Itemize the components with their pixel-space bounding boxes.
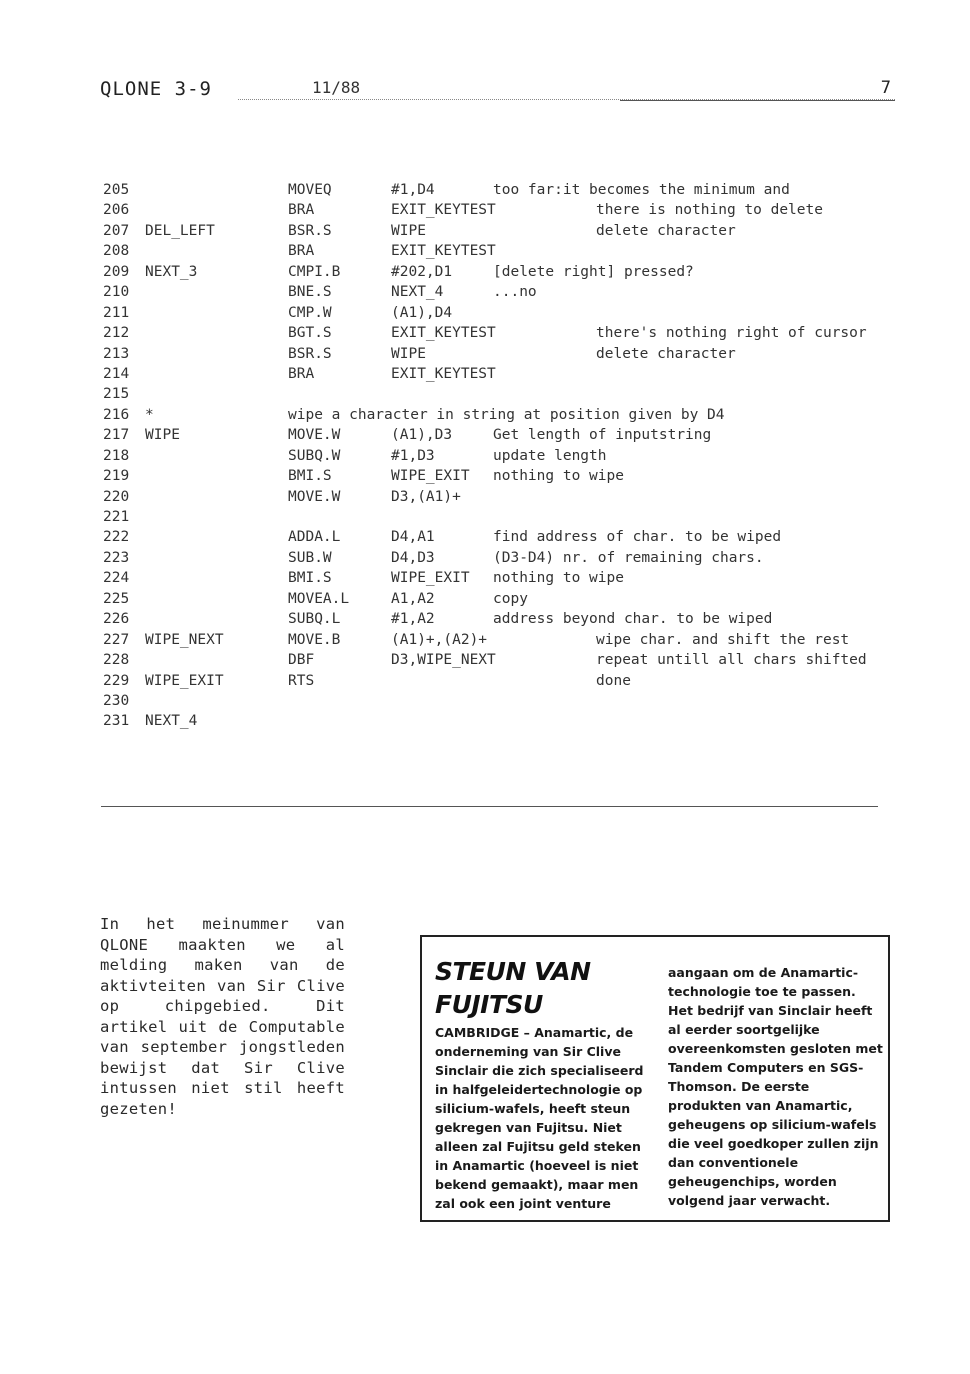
listing-row [103, 671, 923, 691]
listing-row [103, 200, 923, 220]
clipping-dateline: CAMBRIDGE – [435, 1025, 530, 1040]
line-label: WIPE_EXIT [145, 672, 224, 689]
clipping-headline: STEUN VAN FUJITSU [435, 957, 591, 1019]
line-opcode: BMI.S [288, 570, 332, 587]
line-operand: WIPE [391, 222, 426, 239]
intro-paragraph: In het meinummer van QLONE maakten we al melding maken van de aktivteiten van Sir Clive op chipgebied. Dit artikel uit de Computable van september jongstleden bewijst dat Sir Clive intussen niet stil heeft gezeten! [100, 915, 345, 1118]
listing-row [103, 241, 923, 261]
line-comment: copy [493, 590, 528, 607]
line-operand: D4,A1 [391, 529, 435, 546]
listing-row [103, 487, 923, 507]
line-number: 221 [103, 509, 130, 525]
clipping-column-2: aangaan om de Anamartic-technologie toe te passen. Het bedrijf van Sinclair heeft al eerder soortgelijke overeenkomsten gesloten met Tandem Computers en SGS-Thomson. De eerste produkten van Anamartic, geheugens op silicium-wafels die veel goedkoper zullen zijn dan conventionele geheugenchips, worden volgend jaar verwacht. [668, 965, 883, 1208]
line-number: 222 [103, 529, 130, 546]
line-comment: Get length of inputstring [493, 427, 712, 444]
line-comment: done [596, 672, 631, 689]
line-opcode: SUBQ.L [288, 611, 341, 628]
line-number: 207 [103, 222, 130, 239]
line-comment: find address of char. to be wiped [493, 529, 782, 546]
line-operand: #202,D1 [391, 263, 453, 280]
line-operand: EXIT_KEYTEST [391, 365, 496, 382]
line-number: 218 [103, 447, 130, 464]
line-opcode: MOVE.W [288, 427, 341, 444]
line-number: 227 [103, 631, 130, 648]
line-comment: delete character [596, 345, 736, 362]
line-opcode: BRA [288, 202, 315, 219]
line-operand: WIPE_EXIT [391, 570, 470, 587]
line-opcode: MOVE.W [288, 488, 341, 505]
line-label: DEL_LEFT [145, 222, 215, 239]
listing-row [103, 180, 923, 200]
line-label: NEXT_4 [145, 713, 198, 730]
listing-row [103, 364, 923, 384]
line-operand: (A1),D3 [391, 427, 453, 444]
line-opcode: MOVEA.L [288, 590, 350, 607]
line-opcode: BSR.S [288, 345, 332, 362]
line-comment: wipe char. and shift the rest [596, 631, 850, 648]
line-number: 230 [103, 692, 130, 709]
line-opcode: DBF [288, 652, 315, 669]
listing-row [103, 650, 923, 670]
line-number: 210 [103, 284, 130, 301]
line-operand: WIPE_EXIT [391, 468, 470, 485]
listing-row [103, 711, 923, 731]
line-opcode: RTS [288, 672, 315, 689]
line-operand: #1,D4 [391, 182, 435, 198]
line-number: 220 [103, 488, 130, 505]
line-number: 224 [103, 570, 130, 587]
listing-row [103, 609, 923, 629]
line-comment: there's nothing right of cursor [596, 325, 867, 342]
line-opcode: ADDA.L [288, 529, 341, 546]
line-opcode: MOVEQ [288, 182, 332, 198]
section-divider [101, 806, 878, 807]
line-opcode: BMI.S [288, 468, 332, 485]
header-rule [620, 100, 895, 101]
line-number: 212 [103, 325, 130, 342]
line-opcode: SUBQ.W [288, 447, 341, 464]
line-number: 208 [103, 243, 130, 260]
listing-row [103, 466, 923, 486]
line-number: 229 [103, 672, 130, 689]
line-opcode: BSR.S [288, 222, 332, 239]
line-comment: nothing to wipe [493, 468, 624, 485]
line-label: * [145, 406, 154, 423]
line-number: 209 [103, 263, 130, 280]
line-number: 225 [103, 590, 130, 607]
page-header [100, 78, 895, 102]
magazine-title: QLONE 3-9 [100, 78, 212, 100]
line-number: 205 [103, 182, 130, 198]
line-operand: #1,A2 [391, 611, 435, 628]
line-opcode: BGT.S [288, 325, 332, 342]
line-comment: nothing to wipe [493, 570, 624, 587]
line-comment: delete character [596, 222, 736, 239]
line-number: 223 [103, 549, 130, 566]
line-operand: D4,D3 [391, 549, 435, 566]
listing-row [103, 282, 923, 302]
line-number: 231 [103, 713, 130, 730]
listing-row [103, 303, 923, 323]
line-opcode: CMP.W [288, 304, 332, 321]
line-label: WIPE_NEXT [145, 631, 224, 648]
listing-row [103, 425, 923, 445]
listing-row [103, 384, 923, 404]
line-label: WIPE [145, 427, 180, 444]
line-number: 228 [103, 652, 130, 669]
line-opcode: MOVE.B [288, 631, 341, 648]
listing-row [103, 691, 923, 711]
listing-row [103, 405, 923, 425]
line-number: 213 [103, 345, 130, 362]
line-comment: address beyond char. to be wiped [493, 611, 773, 628]
line-comment: ...no [493, 284, 537, 301]
line-comment: there is nothing to delete [596, 202, 823, 219]
line-operand: A1,A2 [391, 590, 435, 607]
line-opcode: BNE.S [288, 284, 332, 301]
line-comment: (D3-D4) nr. of remaining chars. [493, 549, 764, 566]
listing-row [103, 568, 923, 588]
line-comment: [delete right] pressed? [493, 263, 694, 280]
newspaper-clipping [420, 935, 890, 1222]
code-listing [103, 180, 923, 732]
listing-row [103, 323, 923, 343]
line-opcode: SUB.W [288, 549, 332, 566]
listing-row [103, 344, 923, 364]
listing-row [103, 548, 923, 568]
line-number: 226 [103, 611, 130, 628]
line-opcode: CMPI.B [288, 263, 341, 280]
line-number: 217 [103, 427, 130, 444]
listing-row [103, 527, 923, 547]
line-operand: D3,WIPE_NEXT [391, 652, 496, 669]
line-opcode: BRA [288, 365, 315, 382]
line-operand: #1,D3 [391, 447, 435, 464]
line-number: 206 [103, 202, 130, 219]
line-number: 216 [103, 406, 130, 423]
clipping-column-1-text: Anamartic, de onderneming van Sir Clive Sinclair die zich specialiseerd in halfgeleidertechnologie op silicium-wafels, heeft steun gekregen van Fujitsu. Niet alleen zal Fujitsu geld steken in Anamartic (hoeveel is niet bekend gemaakt), maar men zal ook een joint venture [435, 1025, 644, 1211]
line-operand: NEXT_4 [391, 284, 444, 301]
line-comment: too far:it becomes the minimum and [493, 182, 790, 198]
listing-row [103, 221, 923, 241]
line-operand: D3,(A1)+ [391, 488, 461, 505]
line-number: 211 [103, 304, 130, 321]
clipping-column-1 [435, 1023, 650, 1213]
line-operand: EXIT_KEYTEST [391, 202, 496, 219]
line-operand: WIPE [391, 345, 426, 362]
listing-row [103, 589, 923, 609]
line-operand: EXIT_KEYTEST [391, 243, 496, 260]
line-label: NEXT_3 [145, 263, 198, 280]
listing-row [103, 446, 923, 466]
line-number: 214 [103, 365, 130, 382]
page-number: 7 [880, 78, 891, 98]
line-operand: (A1)+,(A2)+ [391, 631, 488, 648]
line-number: 215 [103, 386, 130, 403]
listing-row [103, 630, 923, 650]
line-operand: (A1),D4 [391, 304, 453, 321]
line-number: 219 [103, 468, 130, 485]
line-opcode: BRA [288, 243, 315, 260]
line-comment: update length [493, 447, 607, 464]
line-opcode: wipe a character in string at position given by D4 [288, 406, 725, 423]
listing-row [103, 262, 923, 282]
line-operand: EXIT_KEYTEST [391, 325, 496, 342]
listing-row [103, 507, 923, 527]
issue-date: 11/88 [312, 78, 361, 97]
line-comment: repeat untill all chars shifted [596, 652, 867, 669]
